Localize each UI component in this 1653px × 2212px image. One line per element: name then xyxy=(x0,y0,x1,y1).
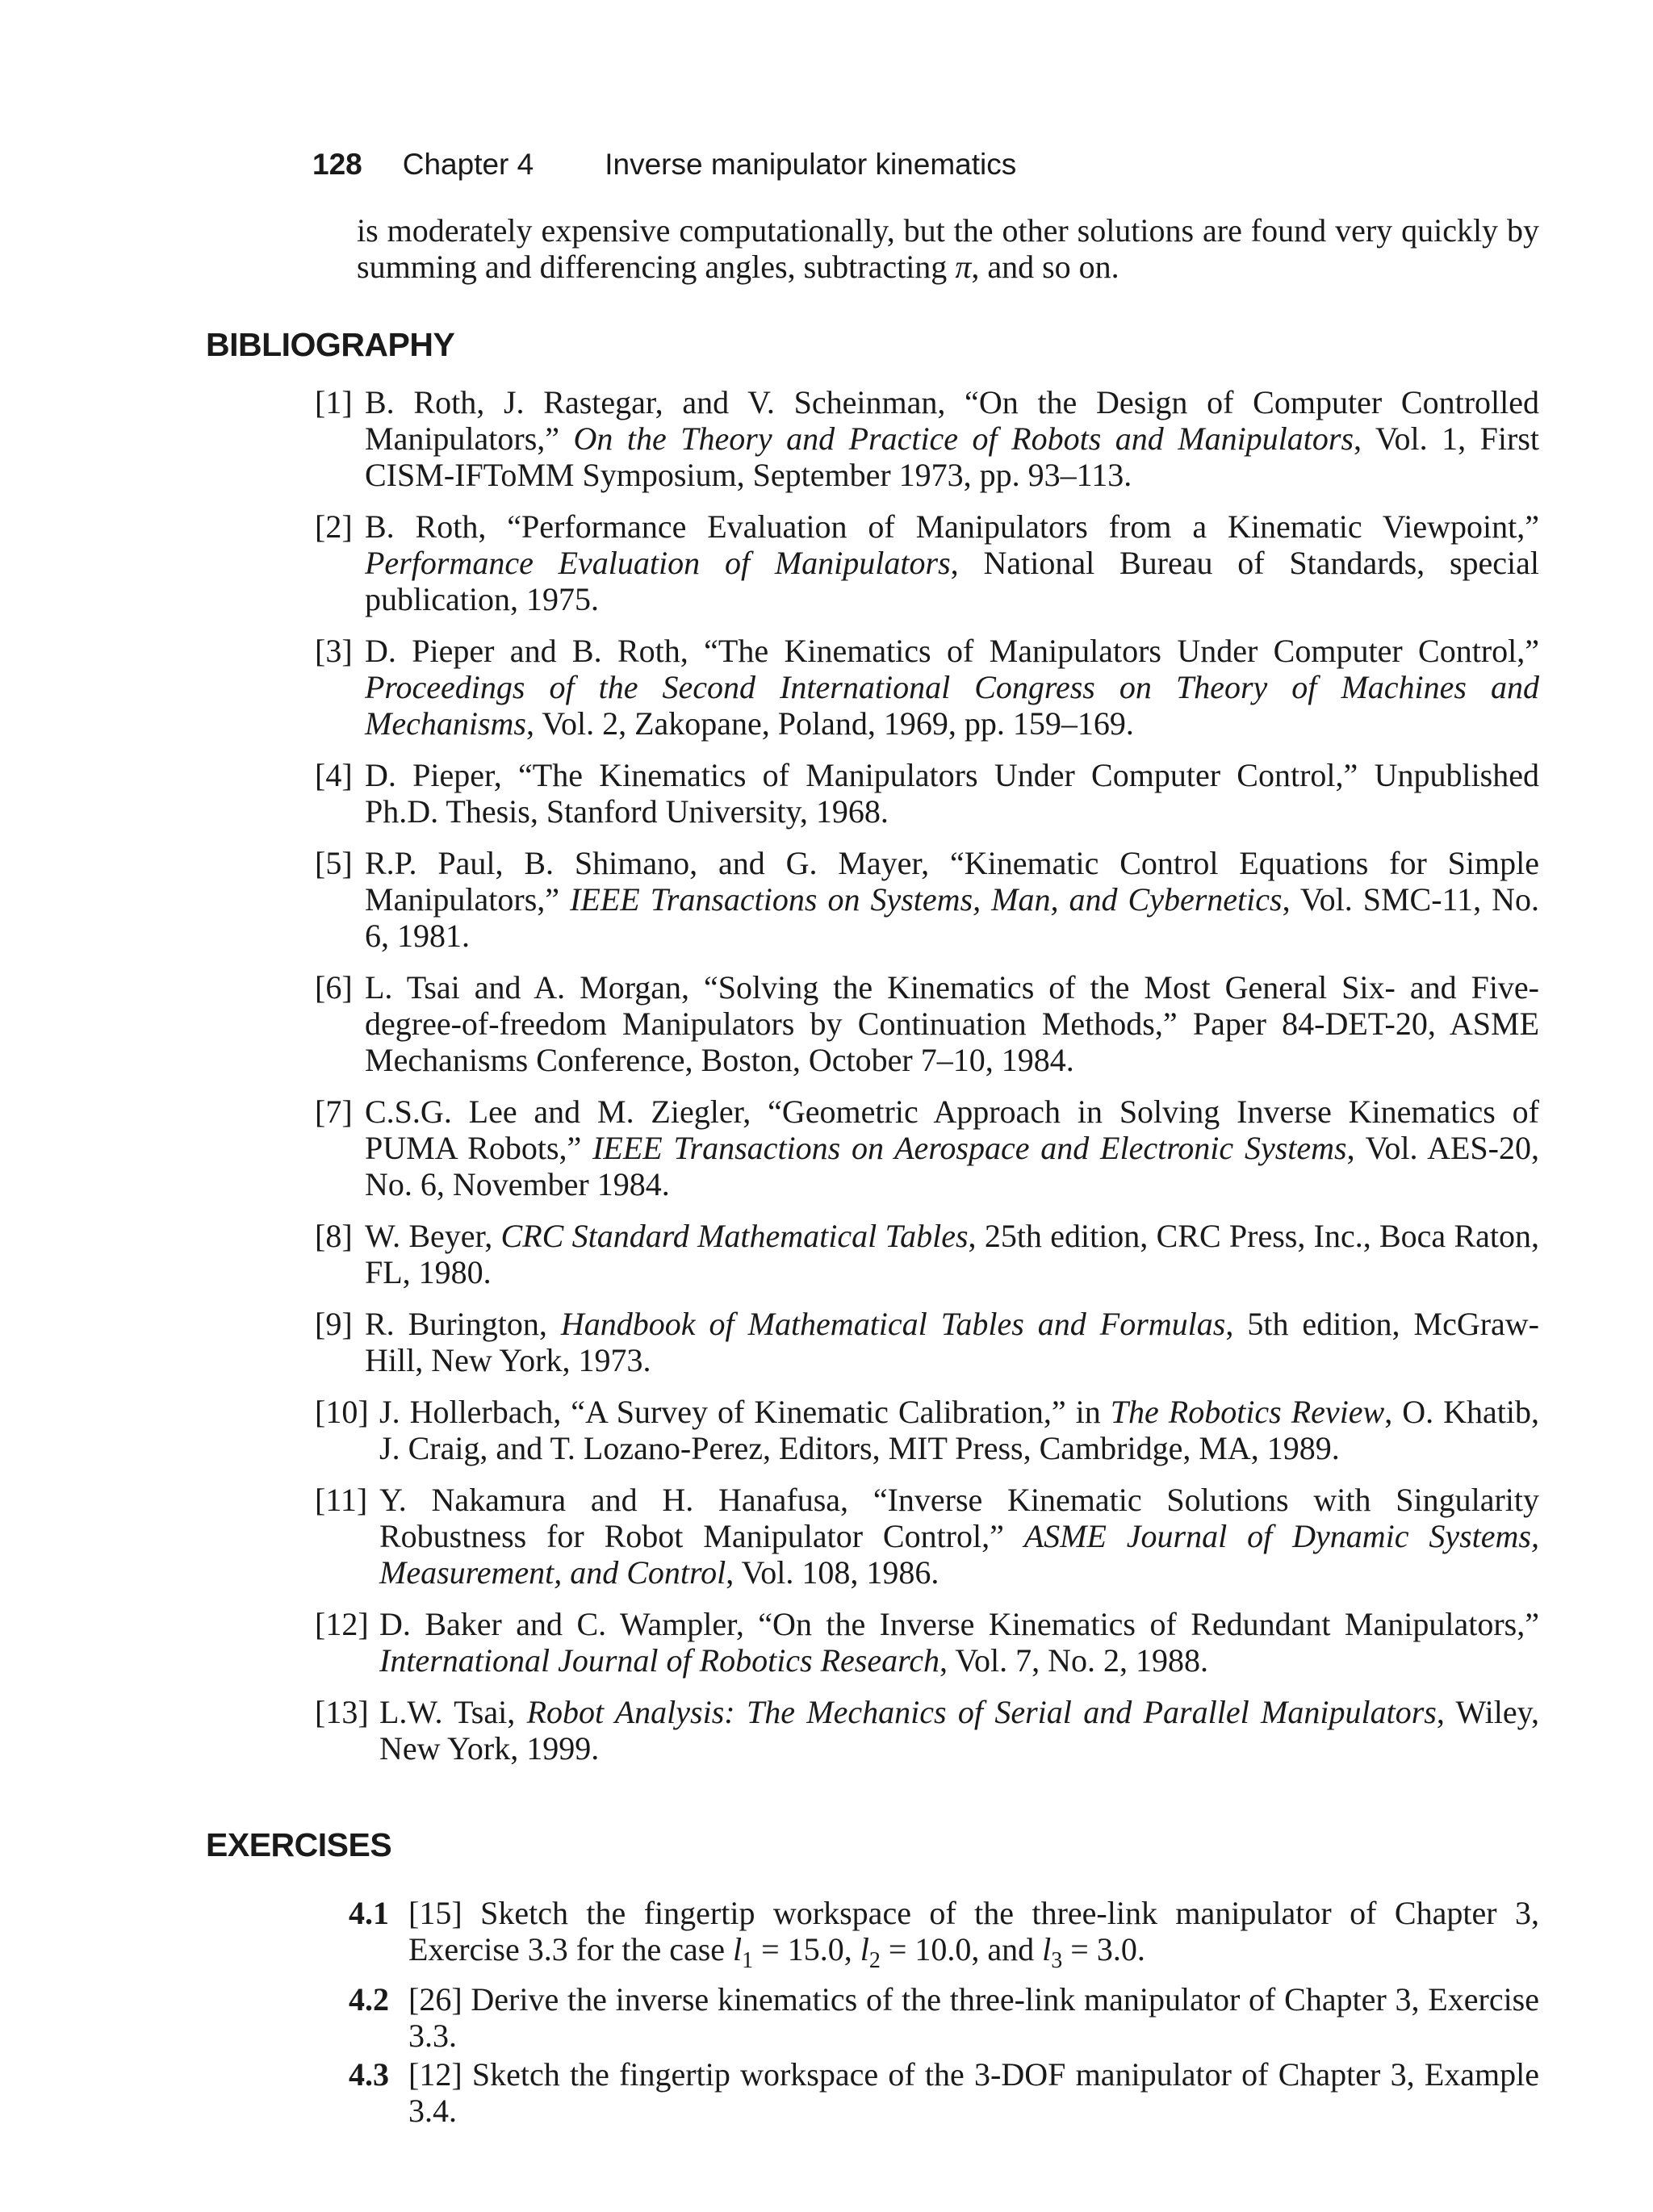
reference-number: [2] xyxy=(315,508,353,545)
exercise-number: 4.2 xyxy=(349,1981,389,2018)
pi-symbol: π xyxy=(955,249,972,285)
reference-text: D. Pieper, “The Kinematics of Manipulators Under Computer Control,” Unpublished Ph.D. Thesis, Stanford University, 1968. xyxy=(365,757,1539,830)
intro-paragraph xyxy=(357,212,1539,285)
reference-number: [9] xyxy=(315,1306,353,1342)
reference-text: R.P. Paul, B. Shimano, and G. Mayer, “Kinematic Control Equations for Simple Manipulators,” IEEE Transactions on Systems, Man, and Cybernetics, Vol. SMC-11, No. 6, 1981. xyxy=(365,845,1539,954)
reference-item xyxy=(315,1482,1539,1591)
reference-item xyxy=(315,633,1539,742)
exercise-number: 4.1 xyxy=(349,1895,389,1931)
reference-number: [10] xyxy=(315,1394,369,1430)
exercise-text: [15] Sketch the fingertip workspace of the three-link manipulator of Chapter 3, Exercise 3.3 for the case $l_1 = 15.0$, $l_2 = 10.0$, and $l_3 = 3.0$. xyxy=(408,1895,1539,1973)
reference-number: [7] xyxy=(315,1093,353,1130)
reference-item xyxy=(315,1394,1539,1466)
reference-item xyxy=(315,1093,1539,1202)
reference-item xyxy=(315,969,1539,1078)
intro-text-end: , and so on. xyxy=(971,249,1119,285)
chapter-label: Chapter 4 xyxy=(402,148,534,181)
chapter-title: Inverse manipulator kinematics xyxy=(605,148,1017,181)
reference-text: B. Roth, “Performance Evaluation of Manipulators from a Kinematic Viewpoint,” Performance Evaluation of Manipulators, National Bureau of Standards, special publication, 1975. xyxy=(365,508,1540,617)
reference-number: [13] xyxy=(315,1694,369,1730)
reference-number: [11] xyxy=(315,1482,368,1518)
reference-item xyxy=(315,1218,1539,1290)
reference-number: [8] xyxy=(315,1218,353,1254)
reference-number: [3] xyxy=(315,633,353,669)
exercise-text: [26] Derive the inverse kinematics of the three-link manipulator of Chapter 3, Exercise 3.3. xyxy=(408,1981,1539,2054)
reference-item xyxy=(315,1606,1539,1679)
reference-text: Y. Nakamura and H. Hanafusa, “Inverse Kinematic Solutions with Singularity Robustness for Robot Manipulator Control,” ASME Journal of Dynamic Systems, Measurement, and Control, Vol. 108, 1986. xyxy=(379,1482,1539,1591)
reference-text: D. Pieper and B. Roth, “The Kinematics of Manipulators Under Computer Control,” Proceedings of the Second International Congress on Theory of Machines and Mechanisms, Vol. 2, Zakopane, Poland, 1969, pp. 159–169. xyxy=(365,633,1539,742)
exercise-item xyxy=(349,2056,1539,2129)
exercise-text: [12] Sketch the fingertip workspace of the 3-DOF manipulator of Chapter 3, Example 3.4. xyxy=(408,2056,1539,2129)
reference-item xyxy=(315,508,1539,617)
reference-text: W. Beyer, CRC Standard Mathematical Tables, 25th edition, CRC Press, Inc., Boca Raton, FL, 1980. xyxy=(365,1218,1539,1290)
intro-text: is moderately expensive computationally, but the other solutions are found very quickly by summing and differencing angles, subtracting xyxy=(357,212,1539,285)
running-head xyxy=(312,148,1016,182)
reference-item xyxy=(315,757,1539,830)
reference-text: J. Hollerbach, “A Survey of Kinematic Calibration,” in The Robotics Review, O. Khatib, J. Craig, and T. Lozano-Perez, Editors, MIT Press, Cambridge, MA, 1989. xyxy=(379,1394,1539,1466)
reference-text: R. Burington, Handbook of Mathematical Tables and Formulas, 5th edition, McGraw-Hill, New York, 1973. xyxy=(365,1306,1540,1378)
exercises-list xyxy=(349,1895,1539,2131)
bibliography-heading: BIBLIOGRAPHY xyxy=(206,326,455,363)
exercises-heading: EXERCISES xyxy=(206,1826,392,1863)
exercise-item xyxy=(349,1895,1539,1979)
reference-number: [5] xyxy=(315,845,353,881)
reference-item xyxy=(315,1694,1539,1767)
reference-number: [4] xyxy=(315,757,353,793)
reference-text: C.S.G. Lee and M. Ziegler, “Geometric Approach in Solving Inverse Kinematics of PUMA Robots,” IEEE Transactions on Aerospace and Electronic Systems, Vol. AES-20, No. 6, November 1984. xyxy=(365,1093,1539,1202)
reference-text: L. Tsai and A. Morgan, “Solving the Kinematics of the Most General Six- and Five-degree-of-freedom Manipulators by Continuation Methods,” Paper 84-DET-20, ASME Mechanisms Conference, Boston, October 7–10, 1984. xyxy=(365,969,1539,1078)
reference-text: B. Roth, J. Rastegar, and V. Scheinman, “On the Design of Computer Controlled Manipulators,” On the Theory and Practice of Robots and Manipulators, Vol. 1, First CISM-IFToMM Symposium, September 1973, pp. 93–113. xyxy=(365,384,1539,493)
bibliography-list xyxy=(315,384,1539,1782)
reference-item xyxy=(315,845,1539,954)
reference-number: [6] xyxy=(315,969,353,1006)
reference-text: D. Baker and C. Wampler, “On the Inverse Kinematics of Redundant Manipulators,” International Journal of Robotics Research, Vol. 7, No. 2, 1988. xyxy=(379,1606,1539,1679)
reference-item xyxy=(315,384,1539,493)
exercise-item xyxy=(349,1981,1539,2054)
page-number: 128 xyxy=(312,148,362,181)
reference-number: [1] xyxy=(315,384,353,420)
reference-number: [12] xyxy=(315,1606,369,1642)
reference-text: L.W. Tsai, Robot Analysis: The Mechanics of Serial and Parallel Manipulators, Wiley, New York, 1999. xyxy=(379,1694,1540,1767)
exercise-number: 4.3 xyxy=(349,2056,389,2093)
reference-item xyxy=(315,1306,1539,1378)
